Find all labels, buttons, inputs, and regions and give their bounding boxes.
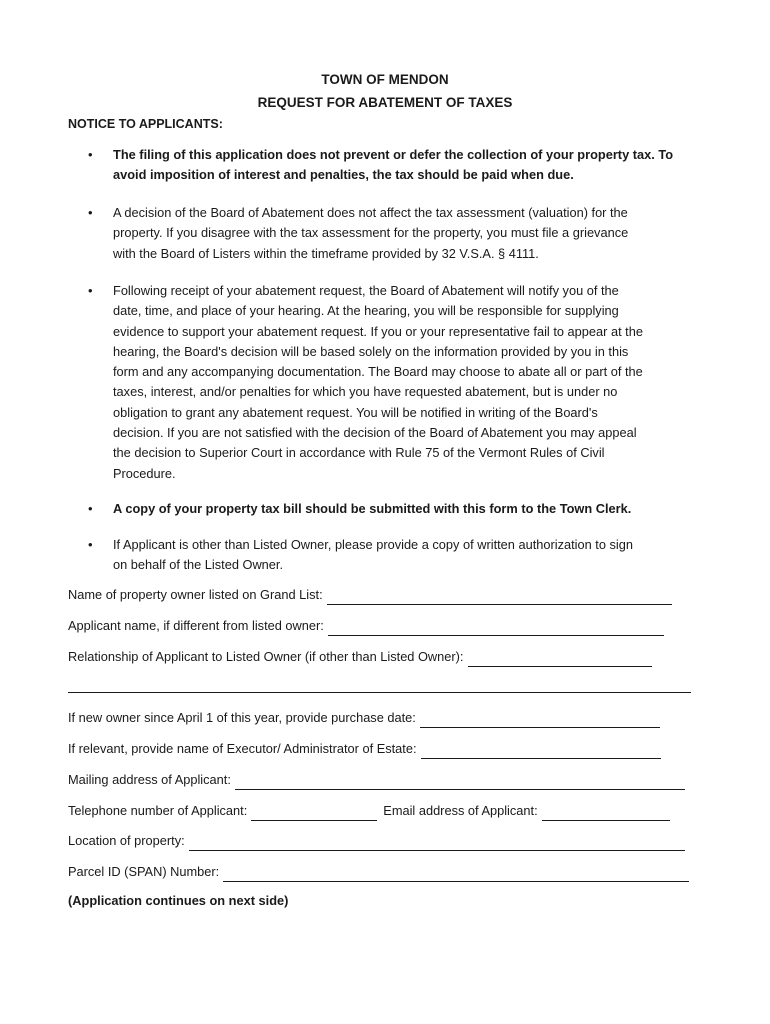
notice-line: Procedure. <box>113 465 176 481</box>
location-row <box>68 831 685 851</box>
owner-name-label: Name of property owner listed on Grand List: <box>68 587 323 602</box>
notice-line: evidence to support your abatement request. If you or your representative fail to appear at the <box>113 323 643 339</box>
notice-line: hearing, the Board's decision will be based solely on the information provided by you in this <box>113 343 629 359</box>
executor-row <box>68 739 661 759</box>
mailing-address-blank[interactable] <box>235 775 685 790</box>
notice-line: decision. If you are not satisfied with the decision of the Board of Abatement you may appeal <box>113 425 637 441</box>
contact-row <box>68 801 670 821</box>
bullet-icon: • <box>88 147 93 162</box>
owner-name-blank[interactable] <box>327 590 672 605</box>
relationship-label: Relationship of Applicant to Listed Owner (if other than Listed Owner): <box>68 649 464 664</box>
purchase-date-row <box>68 708 660 728</box>
notice-assessment <box>113 203 703 264</box>
purchase-date-label: If new owner since April 1 of this year, provide purchase date: <box>68 710 416 725</box>
applicant-name-label: Applicant name, if different from listed owner: <box>68 618 324 633</box>
parcel-id-blank[interactable] <box>223 867 689 882</box>
relationship-continuation-blank[interactable] <box>68 692 691 693</box>
notice-authorization <box>113 535 703 576</box>
relationship-row <box>68 647 652 667</box>
notice-line: A decision of the Board of Abatement does not affect the tax assessment (valuation) for the <box>113 205 628 220</box>
form-title: REQUEST FOR ABATEMENT OF TAXES <box>257 95 513 110</box>
owner-name-row <box>68 585 672 605</box>
bullet-icon: • <box>88 205 93 220</box>
bullet-icon: • <box>88 537 93 552</box>
notice-line: the decision to Superior Court in accordance with Rule 75 of the Vermont Rules of Civil <box>113 445 605 461</box>
notice-line: property. If you disagree with the tax assessment for the property, you must file a grievance <box>113 225 629 241</box>
notice-line: obligation to grant any abatement request. You will be notified in writing of the Board's <box>113 404 598 420</box>
relationship-blank[interactable] <box>468 652 652 667</box>
bullet-icon: • <box>88 501 93 516</box>
location-label: Location of property: <box>68 833 185 848</box>
bullet-icon: • <box>88 283 93 298</box>
notice-line: with the Board of Listers within the timeframe provided by 32 V.S.A. § 4111. <box>113 245 539 261</box>
applicant-name-blank[interactable] <box>328 621 664 636</box>
parcel-id-row <box>68 862 689 882</box>
email-label: Email address of Applicant: <box>383 803 538 818</box>
notice-line: Following receipt of your abatement request, the Board of Abatement will notify you of the <box>113 283 619 298</box>
telephone-label: Telephone number of Applicant: <box>68 803 248 818</box>
notice-line: date, time, and place of your hearing. At the hearing, you will be responsible for supplying <box>113 303 619 319</box>
continues-note: (Application continues on next side) <box>68 893 289 908</box>
notice-hearing <box>113 281 703 484</box>
notice-line: form and any accompanying documentation. The Board may choose to abate all or part of the <box>113 364 643 380</box>
notice-line: A copy of your property tax bill should be submitted with this form to the Town Clerk. <box>113 501 632 516</box>
mailing-address-label: Mailing address of Applicant: <box>68 772 231 787</box>
notice-line: on behalf of the Listed Owner. <box>113 557 284 573</box>
notice-line: If Applicant is other than Listed Owner, please provide a copy of written authorization to sign <box>113 537 633 552</box>
notice-line: taxes, interest, and/or penalties for which you have requested abatement, but is under no <box>113 384 618 400</box>
location-blank[interactable] <box>189 836 685 851</box>
email-blank[interactable] <box>542 806 670 821</box>
notice-line: avoid imposition of interest and penalties, the tax should be paid when due. <box>113 167 574 183</box>
executor-blank[interactable] <box>421 744 661 759</box>
parcel-id-label: Parcel ID (SPAN) Number: <box>68 864 220 879</box>
mailing-address-row <box>68 770 685 790</box>
applicant-name-row <box>68 616 664 636</box>
executor-label: If relevant, provide name of Executor/ Administrator of Estate: <box>68 741 417 756</box>
notice-heading: NOTICE TO APPLICANTS: <box>68 117 223 131</box>
notice-tax-bill <box>113 499 703 519</box>
telephone-blank[interactable] <box>251 806 377 821</box>
notice-line: The filing of this application does not prevent or defer the collection of your property tax. To <box>113 147 674 162</box>
notice-collection <box>113 145 703 186</box>
purchase-date-blank[interactable] <box>420 713 660 728</box>
town-title: TOWN OF MENDON <box>321 72 449 87</box>
